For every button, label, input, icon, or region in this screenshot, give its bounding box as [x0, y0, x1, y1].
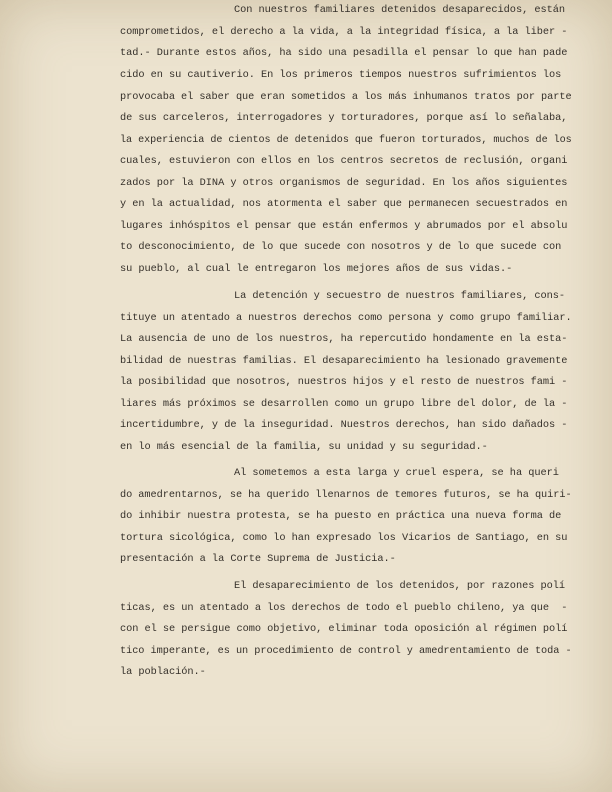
paragraph-line: la posibilidad que nosotros, nuestros hijos y el resto de nuestros fami - [120, 376, 568, 388]
paragraph-line: la población.- [120, 666, 206, 678]
paragraph-line: La ausencia de uno de los nuestros, ha repercutido hondamente en la esta- [120, 333, 568, 345]
paragraph-line: cuales, estuvieron con ellos en los centros secretos de reclusión, organi [120, 155, 568, 167]
paragraph-line: El desaparecimiento de los detenidos, por razones polí [234, 580, 565, 592]
paragraph-line: y en la actualidad, nos atormenta el saber que permanecen secuestrados en [120, 198, 568, 210]
paragraph-line: to desconocimiento, de lo que sucede con nosotros y de lo que sucede con [120, 241, 562, 253]
paragraph-line: con el se persigue como objetivo, eliminar toda oposición al régimen polí [120, 623, 568, 635]
paragraph-line: tortura sicológica, como lo han expresado los Vicarios de Santiago, en su [120, 532, 568, 544]
paragraph-line: ticas, es un atentado a los derechos de todo el pueblo chileno, ya que - [120, 602, 568, 614]
paragraph-line: tituye un atentado a nuestros derechos como persona y como grupo familiar. [120, 312, 572, 324]
paragraph-line: provocaba el saber que eran sometidos a los más inhumanos tratos por parte [120, 91, 572, 103]
paragraph-line: su pueblo, al cual le entregaron los mejores años de sus vidas.- [120, 263, 513, 275]
paragraph-line: incertidumbre, y de la inseguridad. Nuestros derechos, han sido dañados - [120, 419, 568, 431]
paragraph-line: en lo más esencial de la familia, su unidad y su seguridad.- [120, 441, 488, 453]
paragraph-line: bilidad de nuestras familias. El desaparecimiento ha lesionado gravemente [120, 355, 568, 367]
paragraph-line: Al sometemos a esta larga y cruel espera, se ha queri [234, 467, 559, 479]
paragraph-line: tad.- Durante estos años, ha sido una pesadilla el pensar lo que han pade [120, 47, 568, 59]
paragraph-line: lugares inhóspitos el pensar que están enfermos y abrumados por el absolu [120, 220, 568, 232]
paragraph-line: la experiencia de cientos de detenidos que fueron torturados, muchos de los [120, 134, 572, 146]
paragraph-line: liares más próximos se desarrollen como un grupo libre del dolor, de la - [120, 398, 568, 410]
paragraph-line: Con nuestros familiares detenidos desaparecidos, están [234, 4, 565, 16]
paragraph-line: presentación a la Corte Suprema de Justicia.- [120, 553, 396, 565]
paragraph-line: cido en su cautiverio. En los primeros tiempos nuestros sufrimientos los [120, 69, 562, 81]
paragraph-line: de sus carceleros, interrogadores y torturadores, porque así lo señalaba, [120, 112, 568, 124]
paragraph-line: zados por la DINA y otros organismos de seguridad. En los años siguientes [120, 177, 568, 189]
paragraph-line: do amedrentarnos, se ha querido llenarnos de temores futuros, se ha quiri- [120, 489, 572, 501]
paragraph-line: La detención y secuestro de nuestros familiares, cons- [234, 290, 565, 302]
paragraph-line: do inhibir nuestra protesta, se ha puesto en práctica una nueva forma de [120, 510, 562, 522]
paragraph-line: tico imperante, es un procedimiento de control y amedrentamiento de toda - [120, 645, 572, 657]
paragraph-line: comprometidos, el derecho a la vida, a la integridad física, a la liber - [120, 26, 568, 38]
